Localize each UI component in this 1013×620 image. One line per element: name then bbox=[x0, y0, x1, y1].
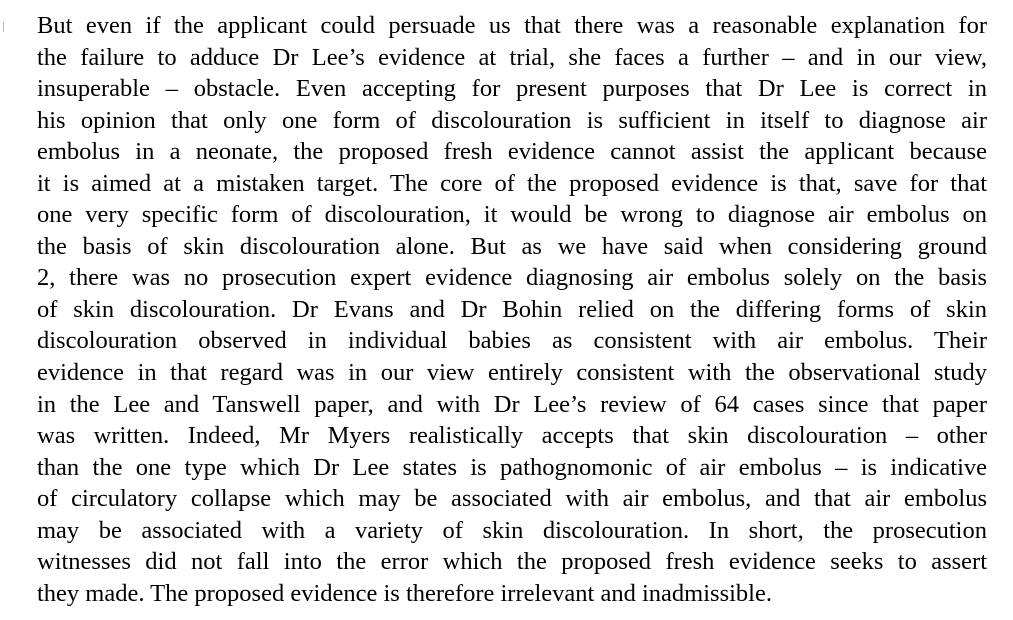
paragraph-line-16: of circulatory collapse which may be associated with air embolus, and that air embolus bbox=[37, 485, 987, 513]
paragraph-line-17: may be associated with a variety of skin discolouration. In short, the prosecution bbox=[37, 516, 987, 544]
paragraph-line-4: his opinion that only one form of discolouration is sufficient in itself to diagnose air bbox=[37, 106, 987, 134]
paragraph-line-15: than the one type which Dr Lee states is pathognomonic of air embolus – is indicative bbox=[37, 453, 987, 481]
paragraph-line-12: evidence in that regard was in our view entirely consistent with the observational study bbox=[37, 359, 987, 387]
paragraph-line-6: it is aimed at a mistaken target. The core of the proposed evidence is that, save for that bbox=[37, 169, 987, 197]
paragraph-line-18: witnesses did not fall into the error which the proposed fresh evidence seeks to assert bbox=[37, 548, 987, 576]
margin-mark bbox=[3, 22, 4, 32]
paragraph-line-5: embolus in a neonate, the proposed fresh evidence cannot assist the applicant because bbox=[37, 138, 987, 166]
paragraph-line-14: was written. Indeed, Mr Myers realistically accepts that skin discolouration – other bbox=[37, 422, 987, 450]
paragraph-line-3: insuperable – obstacle. Even accepting for present purposes that Dr Lee is correct in bbox=[37, 75, 987, 103]
judgment-paragraph bbox=[37, 10, 987, 609]
paragraph-line-9: 2, there was no prosecution expert evidence diagnosing air embolus solely on the basis bbox=[37, 264, 987, 292]
paragraph-line-11: discolouration observed in individual babies as consistent with air embolus. Their bbox=[37, 327, 987, 355]
paragraph-line-10: of skin discolouration. Dr Evans and Dr Bohin relied on the differing forms of skin bbox=[37, 295, 987, 323]
paragraph-line-19: they made. The proposed evidence is therefore irrelevant and inadmissible. bbox=[37, 579, 772, 607]
paragraph-line-13: in the Lee and Tanswell paper, and with Dr Lee’s review of 64 cases since that paper bbox=[37, 390, 987, 418]
paragraph-line-8: the basis of skin discolouration alone. But as we have said when considering ground bbox=[37, 232, 987, 260]
paragraph-line-7: one very specific form of discolouration, it would be wrong to diagnose air embolus on bbox=[37, 201, 987, 229]
paragraph-line-2: the failure to adduce Dr Lee’s evidence at trial, she faces a further – and in our view, bbox=[37, 43, 987, 71]
paragraph-line-1: But even if the applicant could persuade us that there was a reasonable explanation for bbox=[37, 12, 987, 39]
